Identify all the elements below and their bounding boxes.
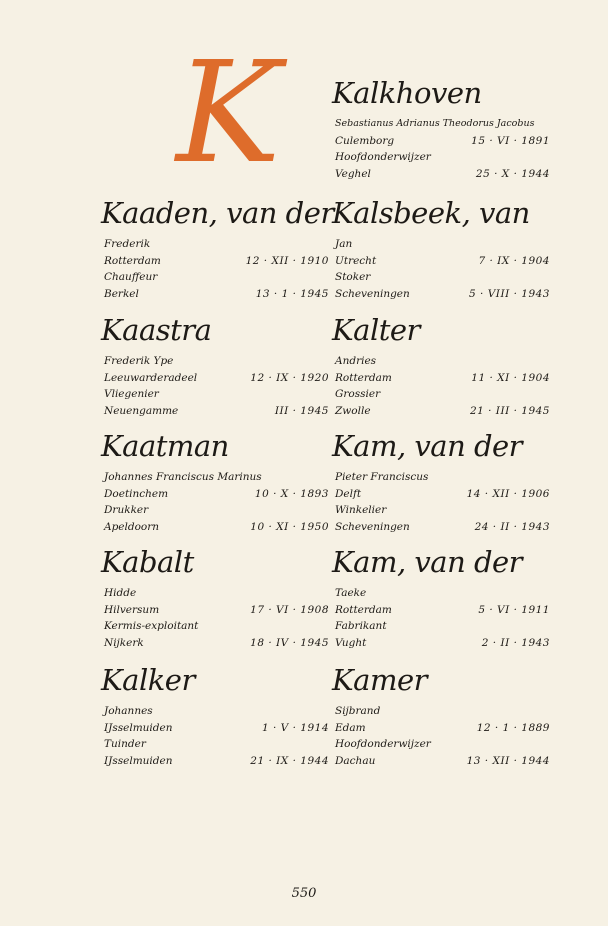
surname: Kaaden, van der [101, 196, 334, 230]
death-line: Dachau 13 · XII · 1944 [335, 754, 550, 767]
given-names: Andries [335, 355, 377, 367]
occupation: Drukker [104, 504, 149, 516]
death-line: Vught 2 · II · 1943 [335, 636, 550, 649]
birth-line: Delft 14 · XII · 1906 [335, 487, 550, 500]
given-names: Pieter Franciscus [335, 471, 429, 483]
given-names: Hidde [104, 587, 137, 599]
entry [332, 663, 550, 769]
given-names: Sijbrand [335, 705, 381, 717]
surname: Kaastra [101, 313, 212, 347]
surname: Kalkhoven [332, 76, 482, 110]
given-names: Frederik [104, 238, 151, 250]
death-line: Nijkerk 18 · IV · 1945 [104, 636, 329, 649]
occupation: Fabrikant [335, 620, 387, 632]
occupation: Stoker [335, 271, 371, 283]
entry [101, 429, 329, 535]
entry [101, 663, 329, 769]
surname: Kam, van der [332, 429, 523, 463]
entry [332, 196, 550, 302]
occupation: Chauffeur [104, 271, 158, 283]
death-line: Scheveningen 5 · VIII · 1943 [335, 287, 550, 300]
birth-line: Utrecht 7 · IX · 1904 [335, 254, 550, 267]
death-line: Scheveningen 24 · II · 1943 [335, 520, 550, 533]
death-line: Berkel 13 · 1 · 1945 [104, 287, 329, 300]
death-line: Veghel 25 · X · 1944 [335, 167, 550, 180]
given-names: Johannes Franciscus Marinus [104, 471, 262, 483]
birth-line: Culemborg 15 · VI · 1891 [335, 134, 550, 147]
surname: Kam, van der [332, 545, 523, 579]
occupation: Vliegenier [104, 388, 159, 400]
given-names: Johannes [104, 705, 153, 717]
occupation: Tuinder [104, 738, 146, 750]
entry [332, 313, 550, 419]
page-number: 550 [291, 886, 317, 901]
given-names: Taeke [335, 587, 367, 599]
surname: Kalter [332, 313, 420, 347]
birth-line: IJsselmuiden 1 · V · 1914 [104, 721, 329, 734]
initial-letter: K [176, 32, 281, 195]
death-line: Zwolle 21 · III · 1945 [335, 404, 550, 417]
surname: Kamer [332, 663, 427, 697]
surname: Kalsbeek, van [332, 196, 530, 230]
surname: Kaatman [101, 429, 229, 463]
birth-line: Rotterdam 12 · XII · 1910 [104, 254, 329, 267]
entry [332, 545, 550, 651]
entry [332, 76, 550, 182]
entry [101, 313, 329, 419]
birth-line: Hilversum 17 · VI · 1908 [104, 603, 329, 616]
given-names: Sebastianus Adrianus Theodorus Jacobus [335, 118, 535, 129]
death-line: Neuengamme III · 1945 [104, 404, 329, 417]
surname: Kabalt [101, 545, 194, 579]
entry [101, 545, 329, 651]
birth-line: Edam 12 · 1 · 1889 [335, 721, 550, 734]
entry [332, 429, 550, 535]
given-names: Frederik Ype [104, 355, 174, 367]
occupation: Hoofdonderwijzer [335, 151, 431, 163]
given-names: Jan [335, 238, 353, 250]
entry [101, 196, 334, 302]
death-line: IJsselmuiden 21 · IX · 1944 [104, 754, 329, 767]
occupation: Winkelier [335, 504, 387, 516]
birth-line: Rotterdam 5 · VI · 1911 [335, 603, 550, 616]
birth-line: Doetinchem 10 · X · 1893 [104, 487, 329, 500]
occupation: Grossier [335, 388, 381, 400]
occupation: Kermis-exploitant [104, 620, 199, 632]
death-line: Apeldoorn 10 · XI · 1950 [104, 520, 329, 533]
birth-line: Rotterdam 11 · XI · 1904 [335, 371, 550, 384]
birth-line: Leeuwarderadeel 12 · IX · 1920 [104, 371, 329, 384]
occupation: Hoofdonderwijzer [335, 738, 431, 750]
surname: Kalker [101, 663, 195, 697]
